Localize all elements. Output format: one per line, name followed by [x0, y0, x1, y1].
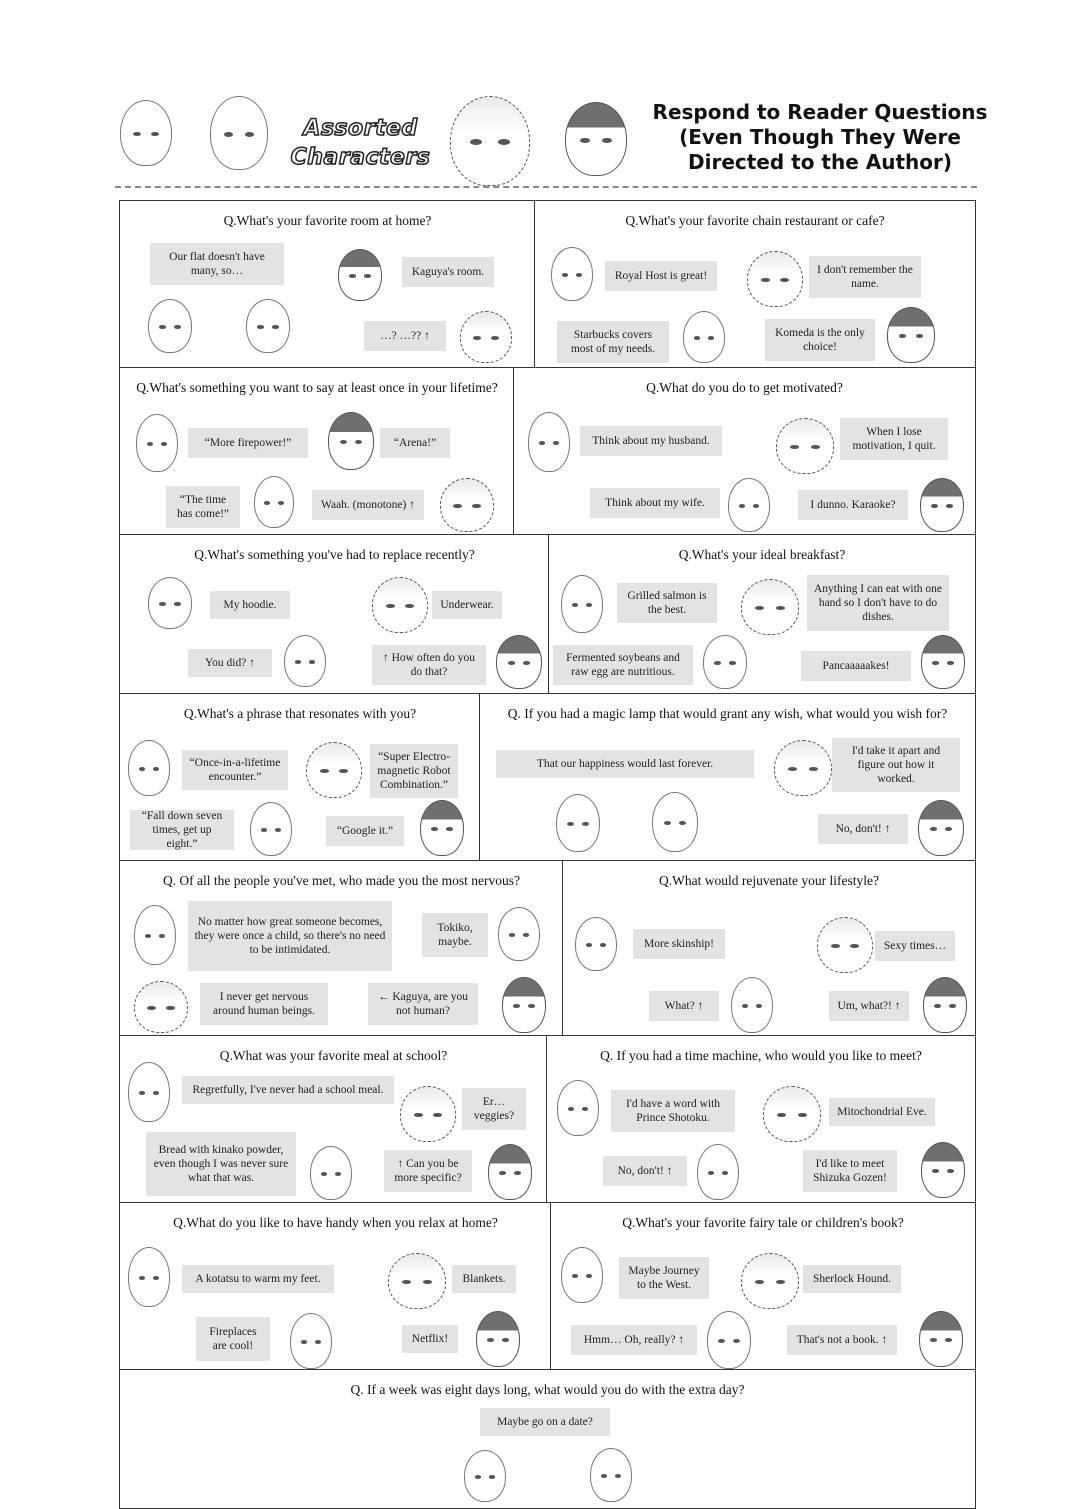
character-portrait	[136, 414, 178, 472]
speech-bubble: “The time has come!”	[166, 486, 240, 528]
question-text: Q.What's your ideal breakfast?	[678, 547, 846, 562]
speech-bubble: Grilled salmon is the best.	[617, 583, 717, 623]
character-portrait	[250, 802, 292, 856]
question-text: Q.What's something you've had to replace recently?	[194, 547, 475, 562]
speech-bubble: Underwear.	[432, 591, 502, 619]
character-portrait	[763, 1086, 821, 1142]
character-portrait	[731, 977, 773, 1033]
title-line: Directed to the Author)	[688, 150, 952, 174]
speech-bubble: “Fall down seven times, get up eight.”	[130, 810, 234, 850]
question-text: Q. If a week was eight days long, what would you do with the extra day?	[350, 1382, 745, 1397]
question-text: Q. If you had a time machine, who would you like to meet?	[600, 1048, 922, 1063]
character-portrait	[697, 1144, 739, 1200]
speech-bubble: Our flat doesn't have many, so…	[150, 243, 284, 285]
character-portrait	[246, 299, 290, 353]
question-text: Q.What's something you want to say at least once in your lifetime?	[136, 380, 498, 395]
character-portrait	[128, 1247, 170, 1307]
speech-bubble: Maybe go on a date?	[480, 1408, 610, 1436]
speech-bubble: More skinship!	[633, 929, 725, 959]
character-portrait	[450, 96, 530, 186]
character-portrait	[918, 800, 964, 856]
speech-bubble: “Google it.”	[326, 816, 404, 846]
character-portrait	[400, 1086, 456, 1142]
question-text: Q.What do you like to have handy when you relax at home?	[173, 1215, 498, 1230]
character-portrait	[556, 794, 600, 852]
speech-bubble: Waah. (monotone) ↑	[312, 490, 424, 520]
speech-bubble: “More firepower!”	[188, 428, 308, 458]
speech-bubble: Think about my wife.	[590, 488, 720, 518]
question-text: Q.What's a phrase that resonates with you?	[183, 706, 417, 721]
character-portrait	[774, 740, 832, 796]
qa-panel	[546, 1035, 976, 1203]
speech-bubble: Tokiko, maybe.	[422, 913, 488, 957]
character-portrait	[575, 917, 617, 971]
speech-bubble: Fireplaces are cool!	[196, 1317, 270, 1361]
character-portrait	[440, 478, 494, 532]
qa-panel	[119, 1035, 548, 1203]
speech-bubble: No, don't! ↑	[603, 1156, 687, 1186]
character-portrait	[496, 635, 542, 689]
speech-bubble: I never get nervous around human beings.	[200, 983, 328, 1025]
speech-bubble: Maybe Journey to the West.	[619, 1257, 709, 1299]
character-portrait	[920, 478, 964, 532]
character-portrait	[306, 742, 362, 798]
speech-bubble: I'd have a word with Prince Shotoku.	[611, 1090, 735, 1132]
character-portrait	[338, 249, 382, 301]
speech-bubble: No, don't! ↑	[818, 814, 908, 844]
character-portrait	[134, 905, 176, 965]
speech-bubble: That's not a book. ↑	[787, 1325, 897, 1355]
character-portrait	[776, 418, 834, 474]
question-text: Q.What would rejuvenate your lifestyle?	[658, 873, 880, 888]
question-text: Q. Of all the people you've met, who made you the most nervous?	[162, 873, 521, 888]
qa-panel	[119, 1202, 552, 1370]
character-portrait	[703, 635, 747, 689]
character-portrait	[148, 299, 192, 353]
question-text: Q. If you had a magic lamp that would grant any wish, what would you wish for?	[507, 706, 948, 721]
speech-bubble: Komeda is the only choice!	[765, 319, 875, 361]
character-portrait	[388, 1253, 446, 1309]
character-portrait	[921, 635, 965, 689]
question-text: Q.What's your favorite room at home?	[223, 213, 432, 228]
speech-bubble: A kotatsu to warm my feet.	[182, 1265, 334, 1293]
speech-bubble: …? …?? ↑	[364, 321, 446, 351]
qa-panel	[119, 367, 515, 535]
qa-panel	[513, 367, 976, 535]
speech-bubble: Kaguya's room.	[402, 257, 494, 287]
character-portrait	[464, 1450, 506, 1502]
speech-bubble: My hoodie.	[210, 591, 290, 619]
character-portrait	[707, 1311, 751, 1369]
qa-panel	[562, 860, 976, 1036]
character-portrait	[460, 311, 512, 363]
title-line: Respond to Reader Questions	[652, 100, 988, 124]
speech-bubble: Netflix!	[402, 1325, 458, 1353]
title-line: (Even Though They Were	[679, 125, 961, 149]
speech-bubble: Think about my husband.	[580, 426, 722, 456]
speech-bubble: Blankets.	[452, 1265, 516, 1293]
character-portrait	[148, 577, 192, 629]
header-divider	[115, 186, 977, 188]
character-portrait	[310, 1146, 352, 1200]
character-portrait	[134, 981, 188, 1033]
qa-panel	[119, 534, 550, 694]
qa-panel	[119, 860, 564, 1036]
page-title	[650, 100, 990, 175]
character-portrait	[817, 917, 873, 973]
character-portrait	[921, 1142, 965, 1198]
character-portrait	[551, 247, 593, 301]
character-portrait	[561, 575, 603, 633]
character-portrait	[420, 800, 464, 856]
character-portrait	[488, 1144, 532, 1200]
speech-bubble: Er… veggies?	[462, 1088, 526, 1130]
speech-bubble: Sherlock Hound.	[803, 1265, 901, 1293]
character-portrait	[128, 1062, 170, 1122]
question-text: Q.What's your favorite fairy tale or children's book?	[622, 1215, 904, 1230]
character-portrait	[476, 1311, 520, 1367]
speech-bubble: Anything I can eat with one hand so I don't have to do dishes.	[807, 575, 949, 631]
speech-bubble: “Once-in-a-lifetime encounter.”	[182, 750, 288, 790]
character-portrait	[502, 977, 546, 1033]
character-portrait	[328, 412, 374, 470]
qa-panel	[119, 200, 536, 368]
speech-bubble: Starbucks covers most of my needs.	[557, 321, 669, 363]
speech-bubble: No matter how great someone becomes, they were once a child, so there's no need to be intimidated.	[188, 901, 392, 971]
character-portrait	[887, 307, 935, 363]
logo-line: Characters	[290, 145, 431, 170]
assorted-characters-logo	[288, 114, 433, 172]
speech-bubble: Fermented soybeans and raw egg are nutritious.	[553, 645, 693, 685]
speech-bubble: “Arena!”	[380, 428, 450, 458]
character-portrait	[284, 635, 326, 687]
speech-bubble: Regretfully, I've never had a school meal.	[182, 1076, 394, 1104]
speech-bubble: You did? ↑	[188, 649, 272, 677]
character-portrait	[728, 478, 770, 532]
speech-bubble: ← Kaguya, are you not human?	[368, 983, 478, 1025]
speech-bubble: Royal Host is great!	[605, 261, 717, 291]
speech-bubble: That our happiness would last forever.	[496, 750, 754, 778]
character-portrait	[210, 96, 268, 170]
speech-bubble: Pancaaaaakes!	[801, 651, 911, 681]
speech-bubble: “Super Electro-magnetic Robot Combination.”	[370, 744, 458, 798]
character-portrait	[128, 740, 170, 796]
qa-panel	[119, 693, 481, 861]
speech-bubble: Bread with kinako powder, even though I was never sure what that was.	[146, 1132, 296, 1196]
logo-line: Assorted	[303, 116, 418, 141]
speech-bubble: Sexy times…	[875, 931, 955, 961]
character-portrait	[498, 907, 540, 961]
character-portrait	[528, 412, 570, 472]
speech-bubble: I'd like to meet Shizuka Gozen!	[803, 1150, 897, 1192]
character-portrait	[557, 1080, 599, 1136]
character-portrait	[919, 1311, 963, 1367]
speech-bubble: I don't remember the name.	[809, 256, 921, 298]
speech-bubble: What? ↑	[649, 991, 719, 1021]
character-portrait	[741, 579, 799, 635]
speech-bubble: I dunno. Karaoke?	[798, 490, 908, 520]
character-portrait	[741, 1253, 799, 1309]
character-portrait	[590, 1448, 632, 1502]
character-portrait	[561, 1247, 603, 1303]
question-text: Q.What was your favorite meal at school?	[219, 1048, 448, 1063]
character-portrait	[747, 251, 803, 307]
speech-bubble: I'd take it apart and figure out how it worked.	[832, 738, 960, 792]
character-portrait	[683, 311, 725, 363]
speech-bubble: Mitochondrial Eve.	[829, 1098, 935, 1126]
speech-bubble: When I lose motivation, I quit.	[840, 418, 948, 460]
character-portrait	[565, 102, 627, 176]
qa-panel	[534, 200, 976, 368]
speech-bubble: Um, what?! ↑	[829, 991, 909, 1021]
speech-bubble: ↑ How often do you do that?	[372, 645, 486, 685]
character-portrait	[372, 577, 428, 633]
character-portrait	[120, 100, 172, 166]
qa-panel	[548, 534, 976, 694]
speech-bubble: Hmm… Oh, really? ↑	[571, 1325, 697, 1355]
speech-bubble: ↑ Can you be more specific?	[384, 1150, 472, 1192]
character-portrait	[254, 476, 294, 528]
qa-panel	[479, 693, 976, 861]
question-text: Q.What's your favorite chain restaurant or cafe?	[625, 213, 885, 228]
character-portrait	[290, 1313, 332, 1369]
character-portrait	[652, 792, 698, 852]
character-portrait	[923, 977, 967, 1033]
qa-panel	[119, 1369, 976, 1509]
question-text: Q.What do you do to get motivated?	[646, 380, 843, 395]
qa-panel	[550, 1202, 976, 1370]
